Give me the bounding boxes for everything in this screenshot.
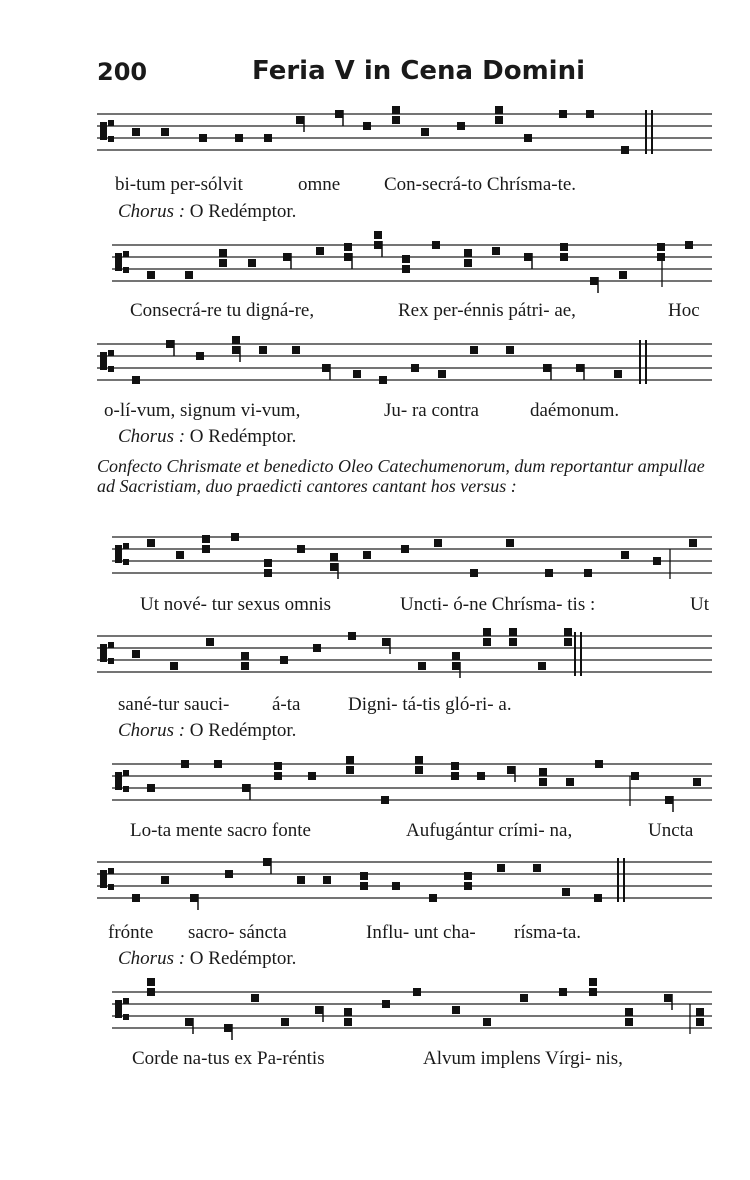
rubric-text: Confecto Chrismate et benedicto Oleo Catechumenorum, dum reportantur ampullae ad Sacristiam, duo praedicti cantores cantant hos versus :: [97, 456, 705, 496]
lyric-segment: Hoc: [668, 300, 700, 321]
clef-mark: [123, 1014, 129, 1020]
chorus-label: Chorus :: [118, 948, 186, 969]
lyric-segment: sané-tur sauci-: [118, 694, 230, 715]
page-title: Feria V in Cena Domini: [252, 56, 586, 86]
lyric-segment: Corde na-tus ex Pa-réntis: [132, 1048, 325, 1069]
page-number: 200: [97, 58, 148, 86]
neume-note: [625, 1018, 633, 1026]
lyric-segment: Rex per-énnis pátri- ae,: [398, 300, 576, 321]
lyric-segment: Con-secrá-to Chrísma-te.: [384, 174, 577, 195]
neume-note: [413, 988, 421, 996]
lyric-segment: Consecrá-re tu digná-re,: [130, 300, 315, 321]
lyric-segment: Uncta: [648, 820, 694, 841]
lyric-segment: Ut nové- tur sexus omnis: [140, 594, 332, 615]
neume-note: [185, 1018, 193, 1026]
neume-note: [382, 1000, 390, 1008]
lyric-segment: bi-tum per-sólvit: [115, 174, 243, 195]
neume-note: [147, 988, 155, 996]
neume-note: [452, 1006, 460, 1014]
neume-note: [589, 988, 597, 996]
lyric-segment: Aufugántur crími- na,: [406, 820, 573, 841]
lyric-segment: rísma-ta.: [514, 922, 582, 943]
neume-note: [344, 1008, 352, 1016]
lyric-segment: omne: [298, 174, 341, 195]
clef-mark: [115, 1000, 122, 1018]
lyric-segment: frónte: [108, 922, 154, 943]
lyric-segment: o-lí-vum, signum vi-vum,: [104, 400, 301, 421]
neume-note: [559, 988, 567, 996]
lyric-segment: Influ- unt cha-: [366, 922, 476, 943]
neume-note: [696, 1008, 704, 1016]
neume-note: [344, 1018, 352, 1026]
lyric-segment: sacro- sáncta: [188, 922, 287, 943]
lyric-segment: Ju- ra contra: [384, 400, 479, 421]
lyric-segment: Ut: [690, 594, 709, 615]
neume-note: [147, 978, 155, 986]
chorus-label: Chorus :: [118, 201, 186, 222]
neume-note: [589, 978, 597, 986]
neume-note: [483, 1018, 491, 1026]
chorus-text: O Redémptor.: [189, 720, 297, 741]
lyric-segment: á-ta: [272, 694, 301, 715]
lyric-segment: daémonum.: [530, 400, 620, 421]
lyric-segment: Lo-ta mente sacro fonte: [130, 820, 311, 841]
neume-note: [251, 994, 259, 1002]
neume-note: [520, 994, 528, 1002]
lyric-segment: Alvum implens Vírgi- nis,: [423, 1048, 623, 1069]
chorus-text: O Redémptor.: [189, 948, 297, 969]
neume-note: [625, 1008, 633, 1016]
chorus-text: O Redémptor.: [189, 426, 297, 447]
chorus-label: Chorus :: [118, 720, 186, 741]
neume-note: [664, 994, 672, 1002]
clef-mark: [123, 998, 129, 1004]
chorus-text: O Redémptor.: [189, 201, 297, 222]
chorus-label: Chorus :: [118, 426, 186, 447]
neume-note: [224, 1024, 232, 1032]
lyric-segment: Digni- tá-tis gló-ri- a.: [348, 694, 512, 715]
neume-note: [315, 1006, 323, 1014]
neume-note: [281, 1018, 289, 1026]
neume-note: [696, 1018, 704, 1026]
lyric-segment: Uncti- ó-ne Chrísma- tis :: [400, 594, 596, 615]
